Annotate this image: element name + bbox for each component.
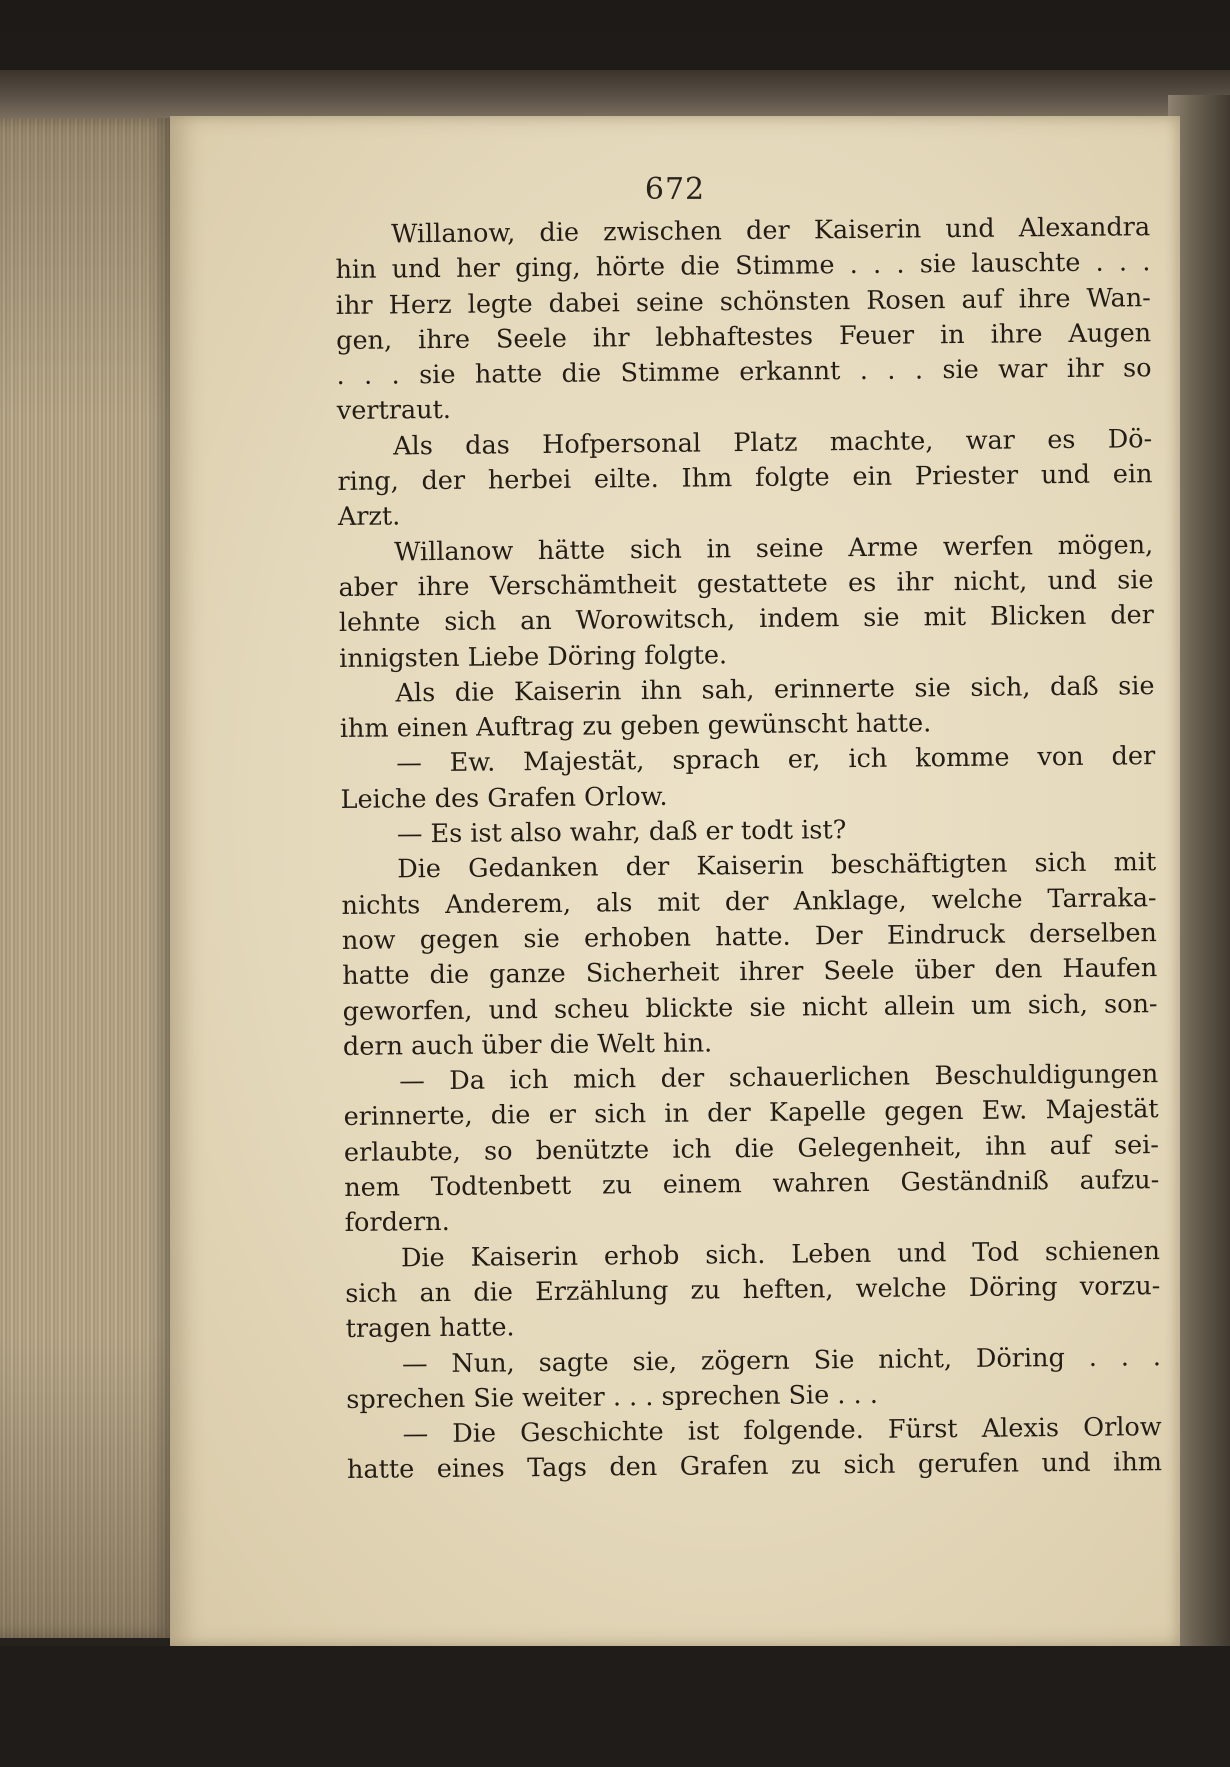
text-line: tragen hatte.	[345, 1312, 515, 1345]
stacked-page-edges	[0, 118, 175, 1638]
text-line: ihr Herz legte dabei seine schönsten Rosen auf ihre Wan-	[335, 282, 1151, 321]
text-line: dern auch über die Welt hin.	[342, 1028, 713, 1062]
text-line: — Nun, sagte sie, zögern Sie nicht, Döring . . .	[401, 1341, 1162, 1379]
text-line: vertraut.	[336, 395, 452, 427]
page-text-block	[335, 210, 1162, 1488]
text-line: Leiche des Grafen Orlow.	[340, 781, 668, 815]
text-line: Arzt.	[337, 501, 401, 533]
text-line: hatte die ganze Sicherheit ihrer Seele über den Haufen	[342, 953, 1158, 992]
text-line: erinnerte, die er sich in der Kapelle gegen Ew. Majestät	[343, 1094, 1159, 1133]
text-line: — Es ist also wahr, daß er todt ist?	[396, 815, 847, 850]
text-line: hatte eines Tags den Grafen zu sich gerufen und ihm	[346, 1447, 1163, 1486]
text-line: Die Gedanken der Kaiserin beschäftigten sich mit	[397, 847, 1157, 885]
text-line: fordern.	[344, 1207, 450, 1239]
text-line: lehnte sich an Worowitsch, indem sie mit Blicken der	[338, 600, 1154, 639]
book-page	[170, 116, 1180, 1646]
text-line: sich an die Erzählung zu heften, welche Döring vorzu-	[345, 1271, 1161, 1309]
text-line: geworfen, und scheu blickte sie nicht allein um sich, son-	[342, 988, 1158, 1027]
text-line: nem Todtenbett zu einem wahren Geständniß aufzu-	[344, 1165, 1160, 1203]
text-line: Als die Kaiserin ihn sah, erinnerte sie sich, daß sie	[395, 671, 1155, 709]
text-line: now gegen sie erhoben hatte. Der Eindruck derselben	[341, 918, 1158, 956]
text-line: erlaubte, so benützte ich die Gelegenheit, ihn auf sei-	[343, 1129, 1160, 1168]
text-line: Willanow, die zwischen der Kaiserin und Alexandra	[391, 212, 1151, 250]
text-line: ring, der herbei eilte. Ihm folgte ein Priester und ein	[337, 459, 1153, 498]
text-line: aber ihre Verschämtheit gestattete es ihr nicht, und sie	[338, 565, 1154, 603]
background-surface	[0, 1646, 1230, 1767]
text-line: — Die Geschichte ist folgende. Fürst Alexis Orlow	[402, 1412, 1162, 1450]
text-line: — Ew. Majestät, sprach er, ich komme von der	[396, 741, 1156, 779]
text-line: Willanow hätte sich in seine Arme werfen mögen,	[394, 529, 1154, 568]
text-line: ihm einen Auftrag zu geben gewünscht hatte.	[339, 708, 932, 745]
text-line: gen, ihre Seele ihr lebhaftestes Feuer in ihre Augen	[336, 318, 1152, 356]
page-number: 672	[644, 172, 706, 207]
text-line: Als das Hofpersonal Platz machte, war es Dö-	[393, 423, 1153, 462]
text-line: innigsten Liebe Döring folgte.	[339, 639, 728, 674]
text-line: Die Kaiserin erhob sich. Leben und Tod schienen	[400, 1235, 1161, 1274]
text-line: . . . sie hatte die Stimme erkannt . . . sie war ihr so	[336, 353, 1152, 392]
text-line: hin und her ging, hörte die Stimme . . . sie lauschte . . .	[335, 247, 1151, 286]
text-line: nichts Anderem, als mit der Anklage, welche Tarraka-	[341, 882, 1157, 921]
text-line: sprechen Sie weiter . . . sprechen Sie . . .	[346, 1379, 879, 1415]
text-line: — Da ich mich der schauerlichen Beschuldigungen	[399, 1059, 1159, 1097]
book-cover-top-edge	[0, 70, 1230, 118]
